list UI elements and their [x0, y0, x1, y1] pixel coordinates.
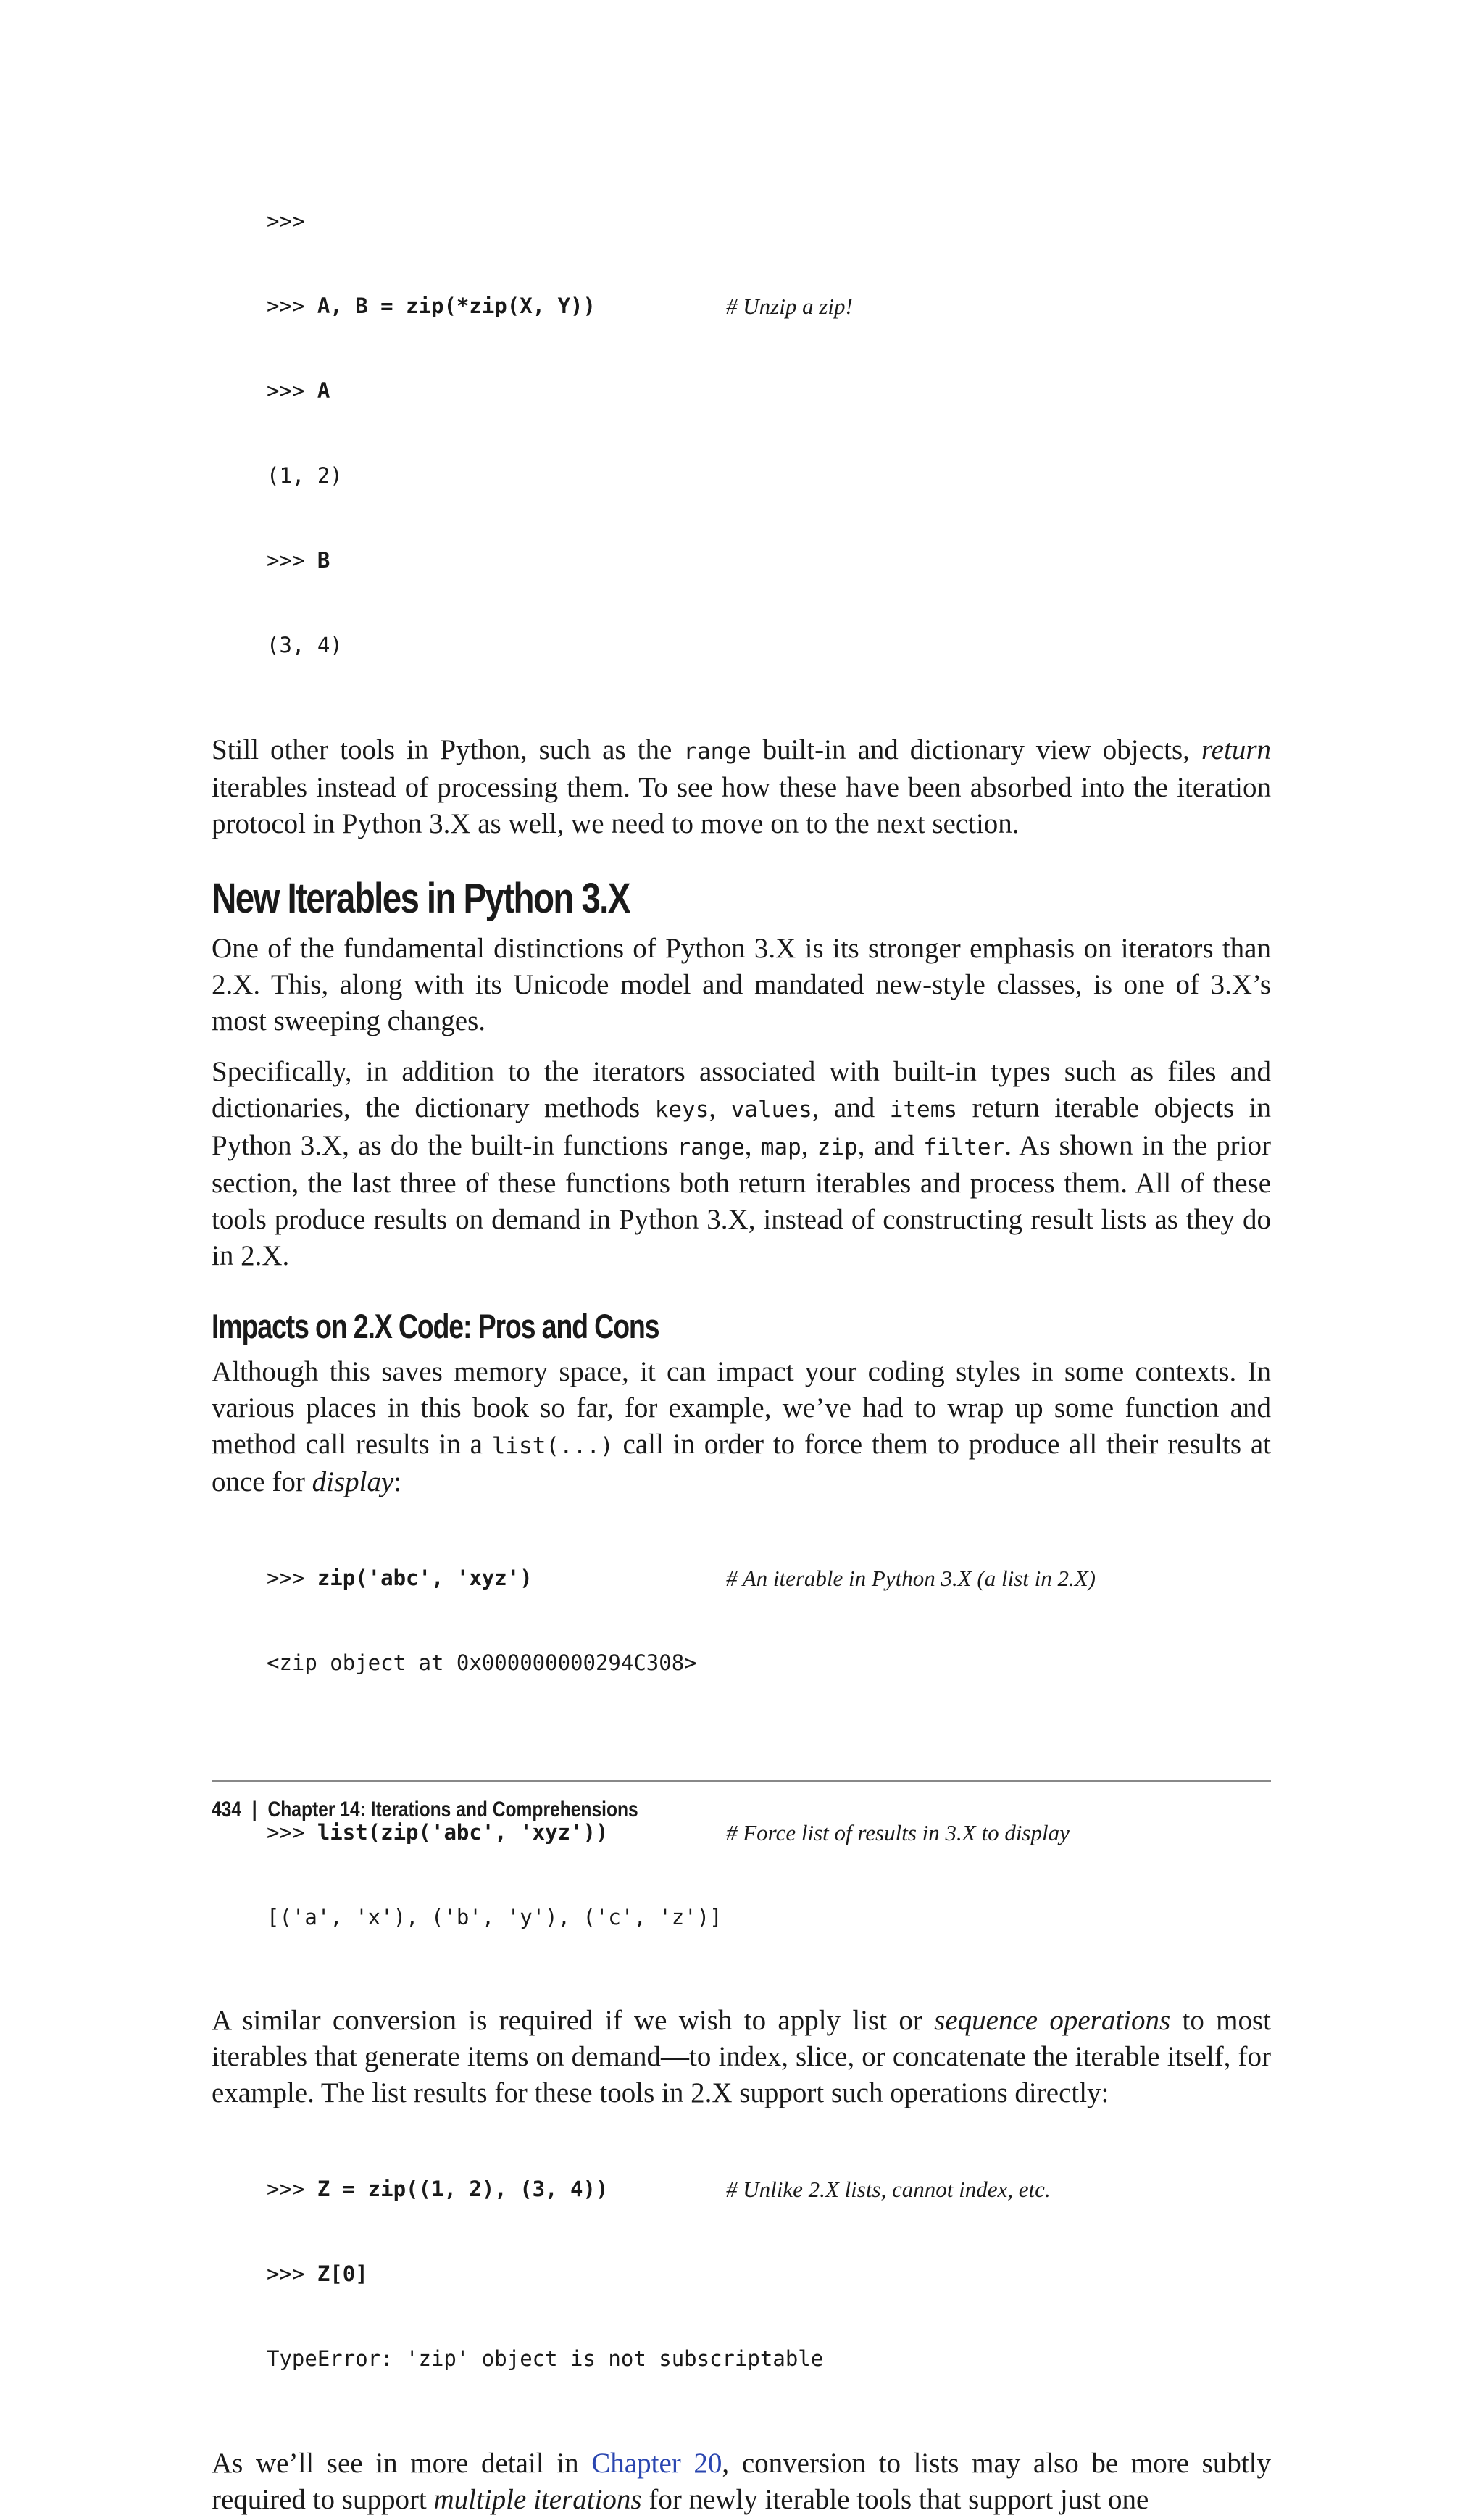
paragraph-memory-space: Although this saves memory space, it can impact your coding styles in some contexts. In various places in this book so far, for example, we’ve had to wrap up some function and method call results in a list(...) call in order to force them to produce all their results at once for display: [212, 1356, 1271, 1497]
code-line [267, 377, 1271, 405]
inline-code: items [889, 1097, 958, 1123]
code-blank-line [267, 1734, 1271, 1762]
code-input: A [317, 378, 330, 403]
emphasis: multiple iterations [433, 2484, 642, 2515]
inline-code: values [730, 1097, 812, 1123]
code-input: B [317, 548, 330, 573]
code-line [267, 2345, 1271, 2373]
code-line [267, 207, 1271, 236]
code-output: (3, 4) [267, 633, 343, 657]
code-output: [('a', 'x'), ('b', 'y'), ('c', 'z')] [267, 1905, 722, 1929]
code-block-zip-display [267, 1508, 1271, 1988]
inline-code: filter [923, 1134, 1005, 1160]
chapter-20-link[interactable]: Chapter 20 [591, 2448, 722, 2479]
emphasis: display [312, 1466, 394, 1497]
page-footer [212, 1780, 1271, 1822]
code-line [267, 1564, 1271, 1592]
code-line [267, 2175, 1271, 2203]
code-input: Z = zip((1, 2), (3, 4)) [317, 2177, 609, 2201]
code-output: <zip object at 0x000000000294C308> [267, 1650, 697, 1675]
code-line [267, 1903, 1271, 1932]
code-prompt: >>> [267, 1820, 317, 1845]
inline-code: zip [817, 1134, 858, 1160]
code-line [267, 1819, 1271, 1847]
code-block-zip-index [267, 2119, 1271, 2430]
section-heading: New Iterables in Python 3.X [212, 875, 630, 922]
inline-code: range [683, 739, 751, 765]
code-prompt: >>> [267, 378, 317, 403]
inline-code: list(...) [491, 1433, 614, 1459]
code-input: list(zip('abc', 'xyz')) [317, 1820, 609, 1845]
code-comment: # Force list of results in 3.X to display [726, 1820, 1070, 1845]
code-prompt: >>> [267, 2261, 317, 2286]
subsection-heading: Impacts on 2.X Code: Pros and Cons [212, 1307, 659, 1345]
code-prompt: >>> [267, 2177, 317, 2201]
code-input: Z[0] [317, 2261, 368, 2286]
page-number: 434 [212, 1798, 242, 1821]
code-prompt: >>> [267, 1566, 317, 1590]
paragraph-similar-conversion: A similar conversion is required if we wish to apply list or sequence operations to most iterables that generate items on demand—to index, slice, or concatenate the iterable itself, for example. The list results for these tools in 2.X support such operations directly: [212, 2005, 1271, 2108]
code-line [267, 292, 1271, 320]
code-line [267, 462, 1271, 490]
paragraph-specifically: Specifically, in addition to the iterators associated with built-in types such as files and dictionaries, the dictionary methods keys, values, and items return iterable objects in Python 3.X, as do the built-in functions range, map, zip, and filter. As shown in the prior section, the last three of these functions both return iterables and process them. All of these tools produce results on demand in Python 3.X, instead of constructing result lists as they do in 2.X. [212, 1056, 1272, 1271]
chapter-title: Chapter 14: Iterations and Comprehensions [267, 1798, 638, 1821]
code-prompt: >>> [267, 294, 317, 318]
page-content [212, 151, 1271, 2518]
code-comment: # Unzip a zip! [726, 294, 853, 319]
code-block-unzip [267, 151, 1271, 716]
code-line [267, 1649, 1271, 1677]
code-prompt: >>> [267, 548, 317, 573]
code-input: zip('abc', 'xyz') [317, 1566, 533, 1590]
footer-separator: | [251, 1798, 257, 1821]
inline-code: keys [654, 1097, 709, 1123]
emphasis: return [1201, 734, 1272, 765]
code-input: A, B = zip(*zip(X, Y)) [317, 294, 596, 318]
code-output: TypeError: 'zip' object is not subscriptable [267, 2346, 824, 2371]
inline-code: range [677, 1134, 745, 1160]
code-comment: # An iterable in Python 3.X (a list in 2.X) [726, 1566, 1096, 1591]
paragraph-fundamental-distinctions: One of the fundamental distinctions of Python 3.X is its stronger emphasis on iterators than 2.X. This, along with its Unicode model and mandated new-style classes, is one of 3.X’s most sweeping changes. [212, 933, 1271, 1036]
code-output: (1, 2) [267, 463, 343, 488]
paragraph-multiple-iterations: As we’ll see in more detail in Chapter 20, conversion to lists may also be more subtly required to support multiple iterations for newly iterable tools that support just one [212, 2448, 1271, 2515]
code-line [267, 631, 1271, 660]
code-line [267, 547, 1271, 575]
emphasis: sequence operations [934, 2005, 1171, 2036]
paragraph-range-iterables: Still other tools in Python, such as the range built-in and dictionary view objects, return iterables instead of processing them. To see how these have been absorbed into the iteration protocol in Python 3.X as well, we need to move on to the next section. [212, 734, 1272, 839]
inline-code: map [760, 1134, 801, 1160]
code-comment: # Unlike 2.X lists, cannot index, etc. [726, 2177, 1051, 2202]
code-prompt: >>> [267, 209, 305, 233]
code-line [267, 2260, 1271, 2288]
